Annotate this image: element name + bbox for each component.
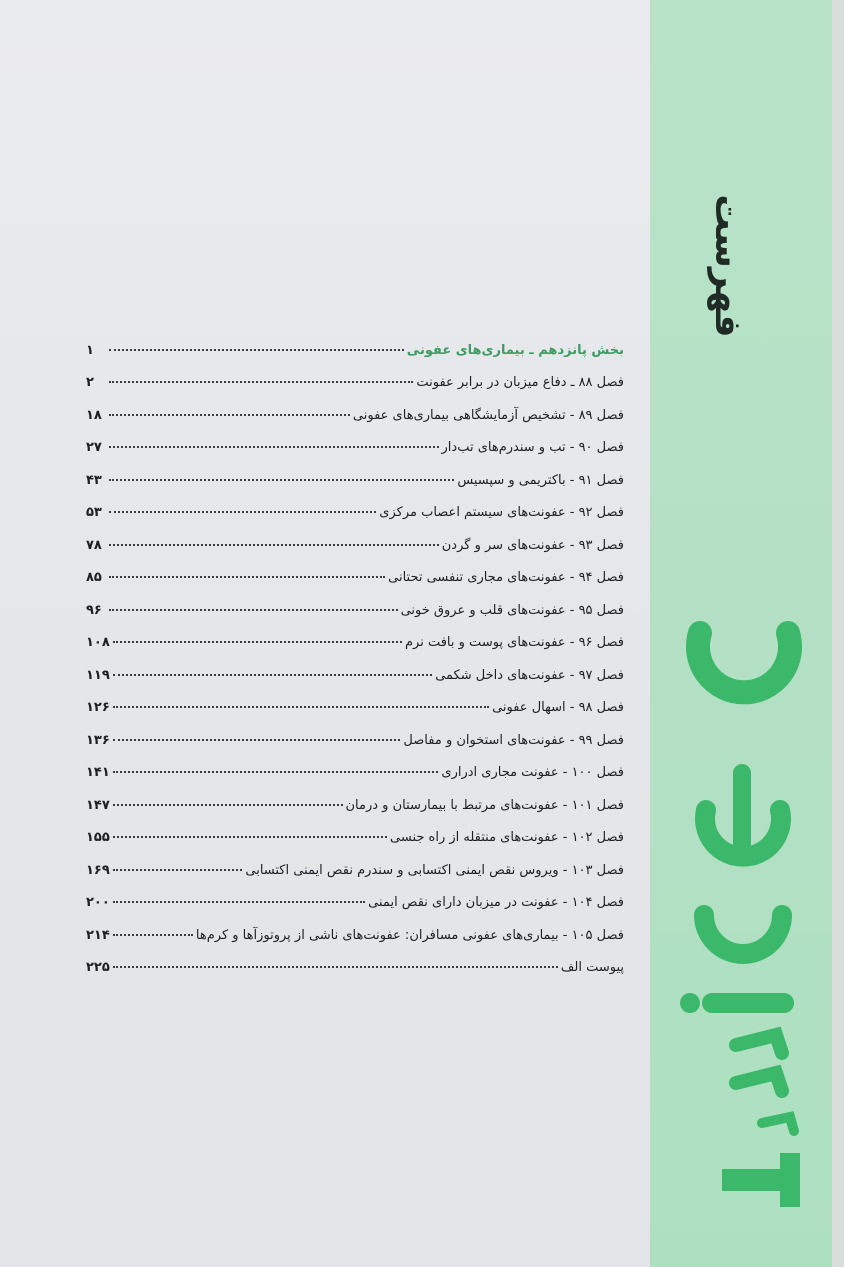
table-of-contents — [86, 325, 624, 975]
toc-page-number: ۲۰۰ — [86, 895, 110, 910]
toc-row — [86, 845, 624, 878]
toc-title: فصل ۱۰۲ - عفونت‌های منتقله از راه جنسی — [390, 830, 624, 845]
toc-page-number: ۷۸ — [86, 537, 102, 553]
dot-leader — [113, 901, 365, 903]
toc-title: فصل ۹۱ - باکتریمی و سپسیس — [457, 472, 624, 488]
toc-title: فصل ۹۵ - عفونت‌های قلب و عروق خونی — [400, 602, 624, 618]
toc-row — [86, 910, 624, 943]
toc-page-number: ۱ — [86, 342, 94, 358]
dot-leader — [109, 349, 404, 351]
toc-row — [86, 488, 624, 521]
toc-row — [86, 423, 624, 456]
toc-page-number: ۴۳ — [86, 472, 102, 488]
toc-row — [86, 650, 624, 683]
toc-page-number: ۱۸ — [86, 407, 102, 423]
toc-title: بخش پانزدهم ـ بیماری‌های عفونی — [406, 342, 624, 358]
side-title: فهرست — [707, 194, 748, 338]
toc-row — [86, 520, 624, 553]
cecil-logo-icon — [672, 605, 812, 1225]
toc-row — [86, 943, 624, 976]
dot-leader — [113, 706, 489, 708]
dot-leader — [109, 511, 376, 513]
dot-leader — [109, 576, 385, 578]
toc-page-number: ۸۵ — [86, 570, 102, 585]
toc-row — [86, 683, 624, 716]
dot-leader — [109, 479, 454, 481]
toc-page-number: ۲۷ — [86, 440, 102, 455]
dot-leader — [113, 804, 343, 806]
toc-section-row — [86, 325, 624, 358]
dot-leader — [113, 641, 402, 643]
toc-page-number: ۲۲۵ — [86, 960, 110, 975]
toc-title: فصل ۹۹ - عفونت‌های استخوان و مفاصل — [403, 732, 624, 748]
toc-title: فصل ۱۰۴ - عفونت در میزبان دارای نقص ایمنی — [368, 895, 624, 910]
toc-page-number: ۹۶ — [86, 602, 102, 618]
toc-title: فصل ۱۰۳ - ویروس نقص ایمنی اکتسابی و سندرم نقص ایمنی اکتسابی — [245, 862, 624, 878]
toc-page-number: ۱۶۹ — [86, 862, 110, 878]
dot-leader — [109, 446, 439, 448]
toc-page-number: ۱۰۸ — [86, 635, 110, 650]
toc-title: فصل ۸۹ - تشخیص آزمایشگاهی بیماری‌های عفونی — [352, 407, 624, 423]
toc-page-number: ۱۴۱ — [86, 765, 110, 780]
toc-title: فصل ۹۲ - عفونت‌های سیستم اعصاب مرکزی — [379, 505, 624, 520]
dot-leader — [113, 771, 439, 773]
toc-title: فصل ۹۸ - اسهال عفونی — [492, 700, 624, 715]
toc-page-number: ۲۱۴ — [86, 927, 110, 943]
toc-row — [86, 878, 624, 911]
toc-row — [86, 390, 624, 423]
dot-leader — [113, 836, 387, 838]
toc-title: فصل ۹۰ - تب و سندرم‌های تب‌دار — [441, 440, 624, 455]
toc-title: فصل ۹۴ - عفونت‌های مجاری تنفسی تحتانی — [388, 570, 624, 585]
toc-row — [86, 618, 624, 651]
toc-page-number: ۲ — [86, 375, 94, 390]
toc-row — [86, 715, 624, 748]
toc-title: فصل ۱۰۰ - عفونت مجاری ادراری — [441, 765, 624, 780]
dot-leader — [109, 381, 413, 383]
toc-row — [86, 585, 624, 618]
toc-page-number: ۱۴۷ — [86, 797, 110, 813]
dot-leader — [113, 674, 432, 676]
toc-row — [86, 553, 624, 586]
dot-leader — [113, 934, 193, 936]
toc-row — [86, 780, 624, 813]
toc-page-number: ۵۳ — [86, 505, 102, 520]
dot-leader — [113, 966, 558, 968]
toc-title: فصل ۱۰۵ - بیماری‌های عفونی مسافران: عفونت‌های ناشی از پروتوزآها و کرم‌ها — [195, 927, 624, 943]
toc-page-number: ۱۳۶ — [86, 732, 110, 748]
toc-row — [86, 358, 624, 391]
toc-page-number: ۱۵۵ — [86, 830, 110, 845]
toc-title: فصل ۹۷ - عفونت‌های داخل شکمی — [435, 667, 624, 683]
dot-leader — [109, 544, 439, 546]
toc-page-number: ۱۲۶ — [86, 700, 110, 715]
dot-leader — [109, 609, 398, 611]
dot-leader — [113, 869, 243, 871]
toc-row — [86, 455, 624, 488]
toc-title: فصل ۹۶ - عفونت‌های پوست و بافت نرم — [404, 635, 624, 650]
toc-title: فصل ۸۸ ـ دفاع میزبان در برابر عفونت — [416, 375, 624, 390]
toc-title: فصل ۱۰۱ - عفونت‌های مرتبط با بیمارستان و درمان — [345, 797, 624, 813]
dot-leader — [113, 739, 401, 741]
toc-row — [86, 813, 624, 846]
page-edge — [832, 0, 844, 1267]
toc-title: فصل ۹۳ - عفونت‌های سر و گردن — [441, 537, 624, 553]
dot-leader — [109, 414, 350, 416]
toc-page-number: ۱۱۹ — [86, 667, 110, 683]
toc-title: پیوست الف — [560, 960, 624, 975]
toc-row — [86, 748, 624, 781]
